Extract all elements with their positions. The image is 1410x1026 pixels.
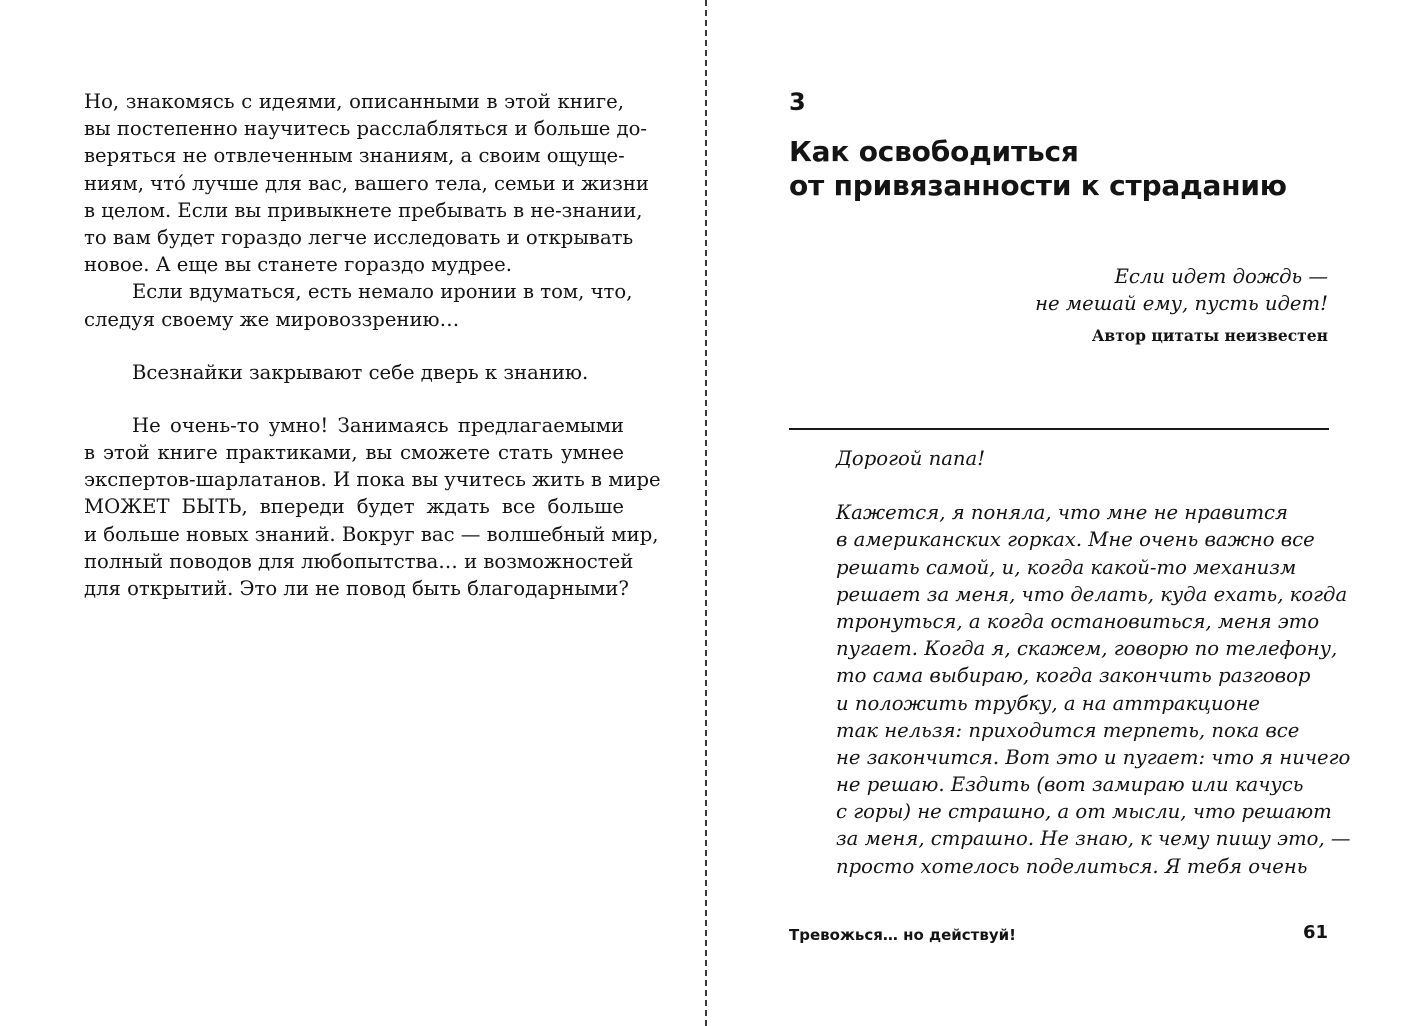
text-line: новое. А еще вы станете гораздо мудрее. xyxy=(84,253,512,277)
text-line: следуя своему же мировоззрению… xyxy=(84,307,460,331)
left-page-body xyxy=(84,88,661,602)
text-line: Если вдуматься, есть немало иронии в том, что, xyxy=(132,280,633,304)
text-line: то вам будет гораздо легче исследовать и открывать xyxy=(84,225,634,249)
letter-salutation: Дорогой папа! xyxy=(836,447,986,470)
text-line: Но, знакомясь с идеями, описанными в этой книге, xyxy=(84,90,624,113)
section-divider xyxy=(789,428,1329,430)
text-line: для открытий. Это ли не повод быть благодарными? xyxy=(84,577,629,600)
letter-line: за меня, страшно. Не знаю, к чему пишу это, — xyxy=(836,827,1351,851)
text-line: ниям, что́ лучше для вас, вашего тела, семьи и жизни xyxy=(84,171,649,195)
letter-line: с горы) не страшно, а от мысли, что решают xyxy=(836,800,1332,824)
letter-line: в американских горках. Мне очень важно все xyxy=(836,528,1315,552)
text-line: веряться не отвлеченным знаниям, а своим ощуще- xyxy=(84,144,625,168)
right-page xyxy=(707,0,1410,1026)
text-line: Не очень-то умно! Занимаясь предлагаемыми xyxy=(132,413,624,437)
text-line: экспертов-шарлатанов. И пока вы учитесь жить в мире xyxy=(84,468,661,492)
quote-line: Всезнайки закрывают себе дверь к знанию. xyxy=(132,360,589,384)
letter-line: не решаю. Ездить (вот замираю или качусь xyxy=(836,773,1304,797)
letter-line: решает за меня, что делать, куда ехать, когда xyxy=(836,582,1348,606)
text-line: в целом. Если вы привыкнете пребывать в не-знании, xyxy=(84,198,643,222)
text-line: полный поводов для любопытства… и возможностей xyxy=(84,549,634,573)
text-line: МОЖЕТ БЫТЬ, впереди будет ждать все больше xyxy=(84,495,624,519)
chapter-title-line: от привязанности к страданию xyxy=(789,169,1287,202)
letter-line: просто хотелось поделиться. Я тебя очень xyxy=(836,854,1308,878)
text-line: и больше новых знаний. Вокруг вас — волшебный мир, xyxy=(84,522,659,546)
letter-line: и положить трубку, а на аттракционе xyxy=(836,691,1260,715)
page-number: 61 xyxy=(1302,922,1328,943)
running-footer-title: Тревожься… но действуй! xyxy=(789,926,1016,944)
letter-line: не закончится. Вот это и пугает: что я ничего xyxy=(836,745,1351,769)
letter-line: так нельзя: приходится терпеть, пока все xyxy=(836,718,1300,742)
letter-line: пугает. Когда я, скажем, говорю по телефону, xyxy=(836,637,1338,661)
epigraph xyxy=(908,263,1328,347)
letter-line: то сама выбираю, когда закончить разговор xyxy=(836,664,1311,688)
chapter-title-line: Как освободиться xyxy=(789,135,1079,168)
text-line: в этой книге практиками, вы сможете стать умнее xyxy=(84,441,624,465)
epigraph-line: не мешай ему, пусть идет! xyxy=(1035,292,1328,316)
letter-line: тронуться, а когда остановиться, меня это xyxy=(836,609,1320,633)
letter-line: решать самой, и, когда какой-то механизм xyxy=(836,555,1297,579)
letter-block xyxy=(836,445,1351,880)
epigraph-line: Если идет дождь — xyxy=(1114,265,1328,288)
text-line: вы постепенно научитесь расслабляться и больше до- xyxy=(84,117,647,141)
chapter-title xyxy=(789,135,1349,203)
letter-line: Кажется, я поняла, что мне не нравится xyxy=(836,501,1288,525)
chapter-number: 3 xyxy=(789,88,806,116)
epigraph-attribution: Автор цитаты неизвестен xyxy=(1091,326,1328,346)
